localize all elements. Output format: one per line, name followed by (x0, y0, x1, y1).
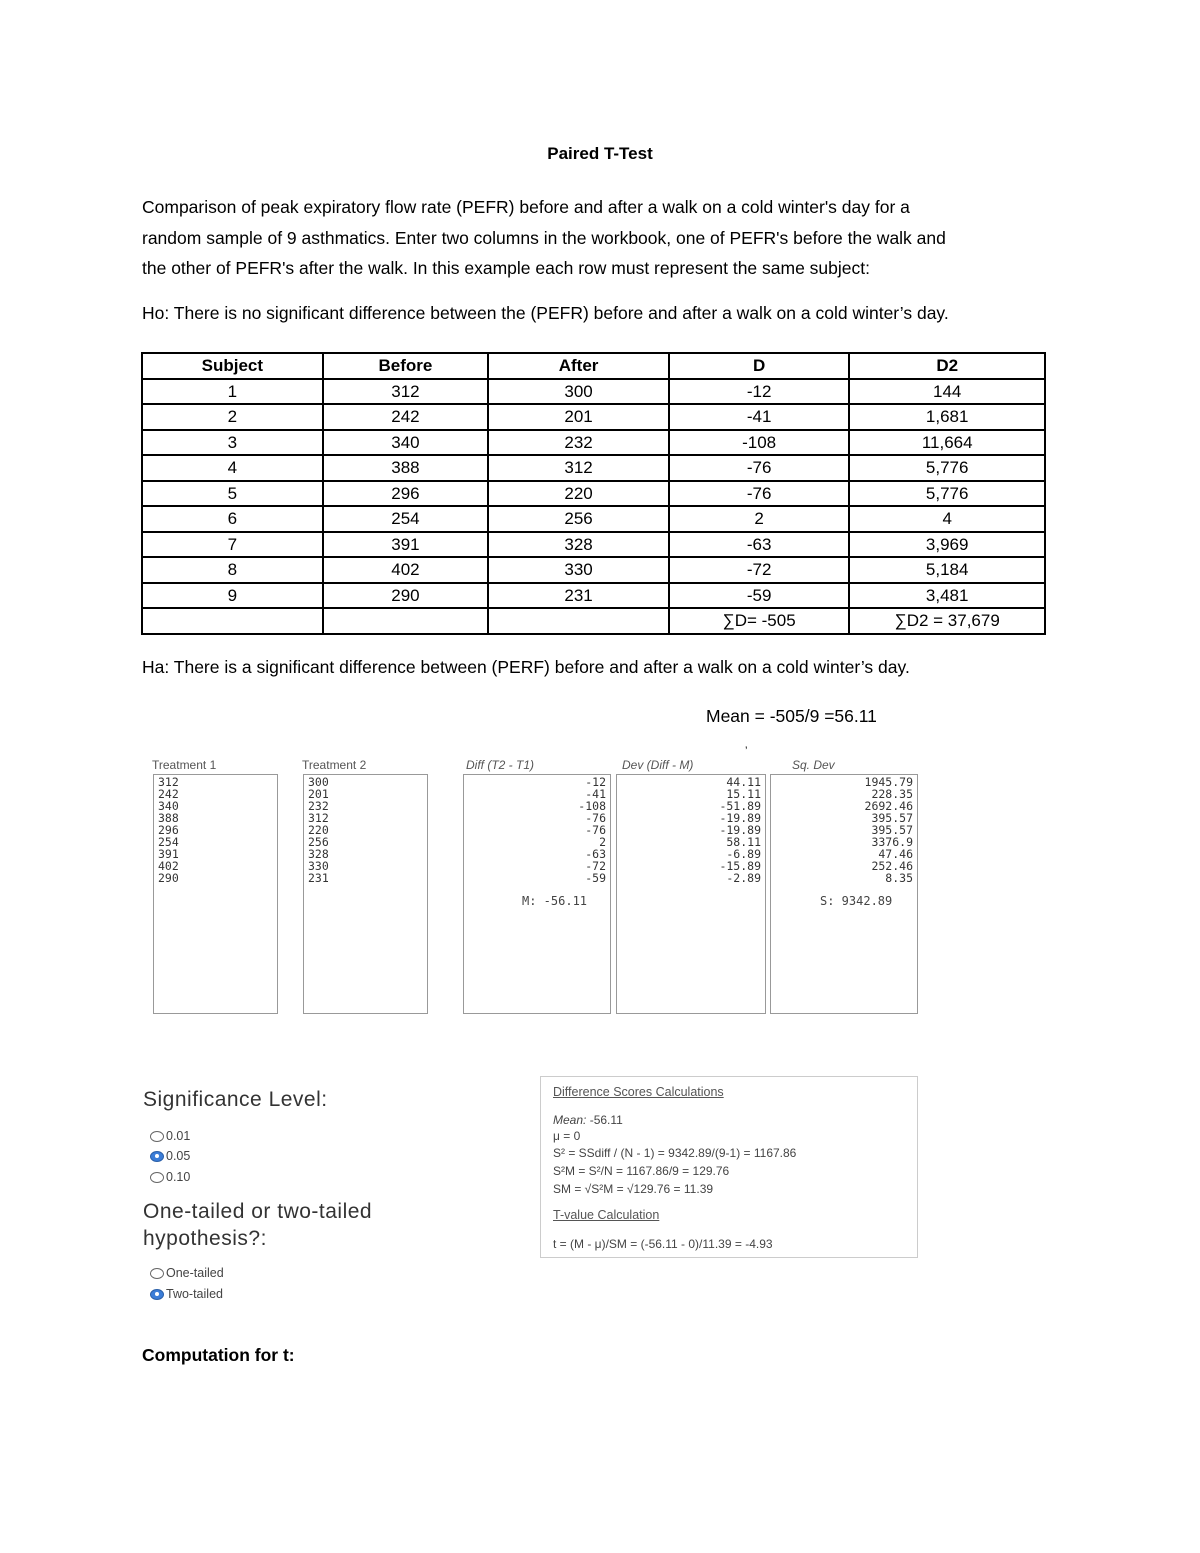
table-cell: 11,664 (849, 430, 1045, 456)
radio-label: Two-tailed (166, 1287, 223, 1301)
sum-cell: ∑D2 = 37,679 (849, 608, 1045, 634)
table-cell: 2 (142, 404, 323, 430)
t-value-formula: t = (M - μ)/SM = (-56.11 - 0)/11.39 = -4.93 (553, 1237, 773, 1251)
diff-label: Diff (T2 - T1) (466, 758, 534, 772)
table-cell: 7 (142, 532, 323, 558)
table-row (142, 506, 1045, 532)
dev-values: 44.11 15.11 -51.89 -19.89 -19.89 58.11 -6.89 -15.89 -2.89 (719, 775, 761, 885)
header-cell: After (488, 353, 669, 379)
table-cell: 144 (849, 379, 1045, 405)
diff-mean (553, 1113, 623, 1127)
treatment2-values: 300 201 232 312 220 256 328 330 231 (308, 775, 329, 885)
table-cell: 5,184 (849, 557, 1045, 583)
header-cell: D (669, 353, 850, 379)
table-cell: 201 (488, 404, 669, 430)
difference-calculations-panel (540, 1076, 918, 1258)
table-cell: 220 (488, 481, 669, 507)
tails-title-line: One-tailed or two-tailed (143, 1200, 373, 1223)
treatment2-label: Treatment 2 (302, 758, 367, 772)
table-cell: -59 (669, 583, 850, 609)
table-cell: 5 (142, 481, 323, 507)
radio-circle-icon (150, 1268, 164, 1279)
intro-line: Comparison of peak expiratory flow rate (PEFR) before and after a walk on a cold winter's day for a (142, 197, 910, 217)
header-cell: D2 (849, 353, 1045, 379)
table-cell: 3,481 (849, 583, 1045, 609)
intro-line: the other of PEFR's after the walk. In this example each row must represent the same subject: (142, 258, 870, 278)
table-row (142, 583, 1045, 609)
treatment1-textarea[interactable] (153, 774, 278, 1014)
table-cell: 1,681 (849, 404, 1045, 430)
table-cell: 391 (323, 532, 489, 558)
table-sum-row (142, 608, 1045, 634)
dev-label: Dev (Diff - M) (622, 758, 694, 772)
treatment1-values: 312 242 340 388 296 254 391 402 290 (158, 775, 179, 885)
table-cell: 3,969 (849, 532, 1045, 558)
table-cell: 5,776 (849, 481, 1045, 507)
table-cell: 402 (323, 557, 489, 583)
table-cell: 232 (488, 430, 669, 456)
table-row (142, 557, 1045, 583)
radio-selected-icon (150, 1151, 164, 1162)
table-row (142, 532, 1045, 558)
table-cell: -76 (669, 481, 850, 507)
mean-value: -56.11 (586, 1113, 623, 1127)
header-cell: Before (323, 353, 489, 379)
table-cell: 6 (142, 506, 323, 532)
radio-selected-icon (150, 1289, 164, 1300)
diff-std-error: SM = √S²M = √129.76 = 11.39 (553, 1182, 714, 1196)
table-row (142, 379, 1045, 405)
table-cell: 4 (142, 455, 323, 481)
data-table (141, 352, 1046, 635)
treatment1-label: Treatment 1 (152, 758, 217, 772)
table-cell: -76 (669, 455, 850, 481)
radio-label: 0.10 (166, 1170, 191, 1184)
t-value-heading: T-value Calculation (553, 1208, 660, 1222)
table-cell: -72 (669, 557, 850, 583)
table-row (142, 404, 1045, 430)
table-cell: 296 (323, 481, 489, 507)
radio-circle-icon (150, 1131, 164, 1142)
mean-stat: M: -56.11 (522, 894, 588, 908)
radio-label: 0.05 (166, 1149, 191, 1163)
table-cell: 312 (323, 379, 489, 405)
mean-calculation: Mean = -505/9 =56.11 (706, 706, 877, 726)
header-cell: Subject (142, 353, 323, 379)
table-cell: 242 (323, 404, 489, 430)
table-cell: 328 (488, 532, 669, 558)
table-cell: -41 (669, 404, 850, 430)
table-cell: 312 (488, 455, 669, 481)
table-cell: 256 (488, 506, 669, 532)
table-cell: 2 (669, 506, 850, 532)
table-cell: 388 (323, 455, 489, 481)
sqdev-label: Sq. Dev (792, 758, 835, 772)
computation-heading: Computation for t: (142, 1345, 295, 1365)
tails-title-line: hypothesis?: (143, 1227, 267, 1250)
table-cell: 8 (142, 557, 323, 583)
table-cell: 254 (323, 506, 489, 532)
sum-cell (142, 608, 323, 634)
diff-heading: Difference Scores Calculations (553, 1085, 724, 1099)
sum-cell (323, 608, 489, 634)
diff-values: -12 -41 -108 -76 -76 2 -63 -72 -59 (578, 775, 606, 885)
mean-label: Mean: (553, 1113, 587, 1127)
radio-sig-001[interactable] (150, 1129, 190, 1143)
tails-title (143, 1198, 372, 1252)
table-cell: -63 (669, 532, 850, 558)
intro-line: random sample of 9 asthmatics. Enter two columns in the workbook, one of PEFR's before the walk and (142, 227, 946, 248)
table-row (142, 430, 1045, 456)
treatment2-textarea[interactable] (303, 774, 428, 1014)
table-cell: 3 (142, 430, 323, 456)
intro-paragraph (142, 192, 1062, 284)
diff-variance-mean: S²M = S²/N = 1167.86/9 = 129.76 (553, 1164, 730, 1178)
table-cell: 1 (142, 379, 323, 405)
radio-sig-010[interactable] (150, 1170, 190, 1184)
table-cell: 5,776 (849, 455, 1045, 481)
table-cell: 4 (849, 506, 1045, 532)
radio-label: 0.01 (166, 1129, 191, 1143)
sqdev-values: 1945.79 228.35 2692.46 395.57 395.57 3376.9 47.46 252.46 8.35 (864, 775, 913, 885)
dev-box (616, 774, 766, 1014)
table-cell: 340 (323, 430, 489, 456)
sum-cell: ∑D= -505 (669, 608, 850, 634)
table-row (142, 481, 1045, 507)
table-cell: 9 (142, 583, 323, 609)
null-hypothesis: Ho: There is no significant difference between the (PEFR) before and after a walk on a cold winter’s day. (142, 303, 949, 323)
radio-circle-icon (150, 1172, 164, 1183)
diff-variance: S² = SSdiff / (N - 1) = 9342.89/(9-1) = 1167.86 (553, 1146, 797, 1160)
radio-sig-005[interactable] (150, 1149, 190, 1163)
significance-title: Significance Level: (143, 1088, 328, 1111)
sum-cell (488, 608, 669, 634)
radio-label: One-tailed (166, 1266, 224, 1280)
table-cell: 290 (323, 583, 489, 609)
diff-mu: μ = 0 (553, 1129, 581, 1143)
table-cell: -12 (669, 379, 850, 405)
radio-two-tailed[interactable] (150, 1287, 223, 1301)
table-cell: -108 (669, 430, 850, 456)
table-cell: 300 (488, 379, 669, 405)
document-title: Paired T-Test (547, 144, 653, 163)
alternative-hypothesis: Ha: There is a significant difference between (PERF) before and after a walk on a cold winter’s day. (142, 657, 910, 677)
table-row (142, 455, 1045, 481)
stray-mark: ’ (745, 745, 748, 757)
table-cell: 330 (488, 557, 669, 583)
table-cell: 231 (488, 583, 669, 609)
ss-stat: S: 9342.89 (820, 894, 893, 908)
table-header-row (142, 353, 1045, 379)
radio-one-tailed[interactable] (150, 1266, 224, 1280)
